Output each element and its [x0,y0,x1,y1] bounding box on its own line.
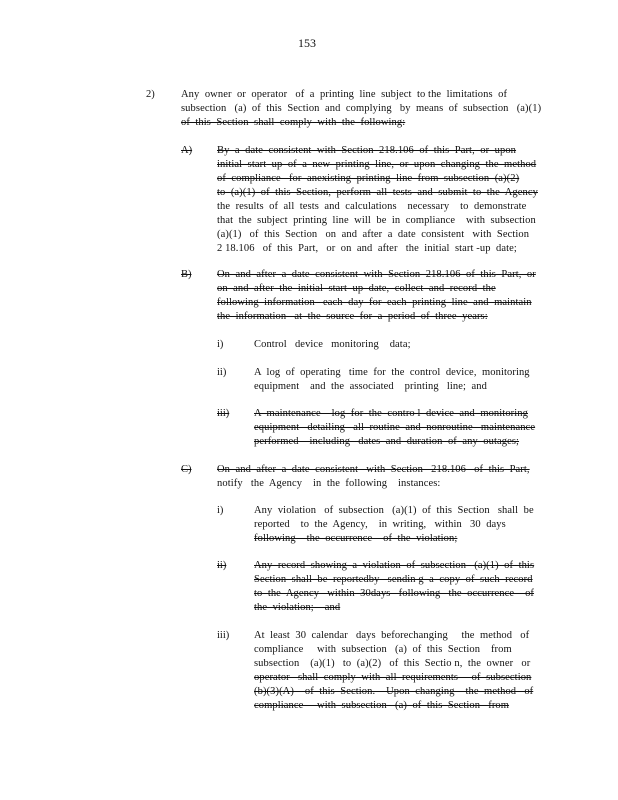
item-a-line: 2 18.106 of this Part, or on and after the initial start -up date; [217,243,517,254]
item-b-line: on and after the initial start up date, collect and record the [217,283,496,294]
item-c-subitem-line: to the Agency within 30days following the occurrence of [254,588,535,599]
item-c-subitem-line: Any record showing a violation of subsection (a)(1) of this [254,560,535,571]
item-a-line: of compliance for anexisting printing line from subsection (a)(2) [217,173,520,184]
item-b-line: the information at the source for a period of three years: [217,311,488,322]
item-c-subitem-line: At least 30 calendar days beforechanging the method of [254,630,530,641]
item-c-subitem-label: iii) [217,630,230,641]
item-c-subitem-line: reported to the Agency, in writing, within 30 days [254,519,506,530]
item-2-line: of this Section shall comply with the following: [181,117,406,128]
item-b-line: following information each day for each printing line and maintain [217,297,532,308]
item-b-subitem-label: ii) [217,367,227,378]
item-c-subitem-line: subsection (a)(1) to (a)(2) of this Sectio n, the owner or [254,658,531,669]
item-c-subitem-line: Section shall be reportedby sendin g a copy of such record [254,574,533,585]
item-a-line: initial start up of a new printing line, or upon changing the method [217,159,537,170]
item-c-subitem-line: following the occurrence of the violation; [254,533,458,544]
item-c-subitem-line: the violation; and [254,602,341,613]
item-b-subitem-line: A maintenance log for the contro l device and monitoring [254,408,528,419]
item-b-subitem-line: A log of operating time for the control device, monitoring [254,367,530,378]
item-c-subitem-line: Any violation of subsection (a)(1) of this Section shall be [254,505,534,516]
item-c-subitem-label: i) [217,505,224,516]
item-c-subitem-line: (b)(3)(A) of this Section. Upon changing the method of [254,686,534,697]
item-2-label: 2) [146,89,155,100]
item-c-label: C) [181,464,192,475]
item-2-line: subsection (a) of this Section and complying by means of subsection (a)(1) [181,103,542,114]
item-b-subitem-label: iii) [217,408,230,419]
item-b-subitem-line: equipment detailing all routine and nonroutine maintenance [254,422,536,433]
item-b-subitem-line: performed including dates and duration of any outages; [254,436,520,447]
page-number: 153 [298,36,316,50]
item-b-subitem-line: Control device monitoring data; [254,339,411,350]
item-a-line: (a)(1) of this Section on and after a date consistent with Section [217,229,530,240]
item-b-line: On and after a date consistent with Section 218.106 of this Part, or [217,269,536,280]
item-a-line: By a date consistent with Section 218.106 of this Part, or upon [217,145,517,156]
item-c-line: On and after a date consistent with Section 218.106 of this Part, [217,464,530,475]
item-a-line: to (a)(1) of this Section, perform all tests and submit to the Agency [217,187,538,198]
item-b-subitem-label: i) [217,339,224,350]
item-c-subitem-line: compliance with subsection (a) of this Section from [254,700,510,711]
item-a-line: that the subject printing line will be in compliance with subsection [217,215,536,226]
item-b-label: B) [181,269,192,280]
item-c-subitem-line: operator shall comply with all requirements of subsection [254,672,532,683]
item-c-subitem-label: ii) [217,560,227,571]
item-c-line: notify the Agency in the following instances: [217,478,441,489]
item-c-subitem-line: compliance with subsection (a) of this Section from [254,644,512,655]
item-b-subitem-line: equipment and the associated printing line; and [254,381,487,392]
item-2-line: Any owner or operator of a printing line subject to the limitations of [181,89,508,100]
item-a-label: A) [181,145,193,156]
item-a-line: the results of all tests and calculations necessary to demonstrate [217,201,527,212]
